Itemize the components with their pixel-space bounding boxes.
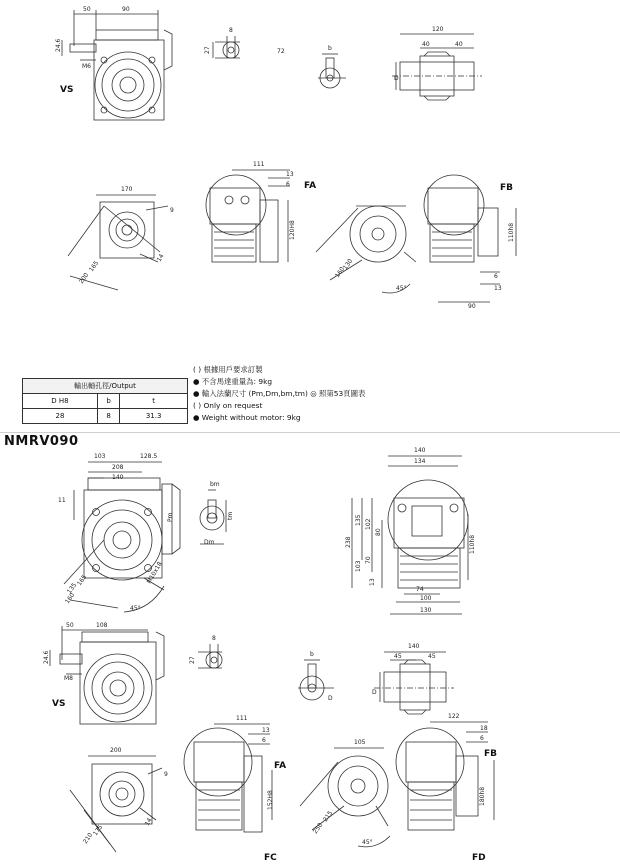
dim-main-140: 140 bbox=[112, 474, 124, 481]
label-fb-top: FB bbox=[500, 183, 514, 193]
dim-base-top-165: 165 bbox=[87, 259, 101, 274]
dim-fb-main-122: 122 bbox=[448, 713, 460, 720]
dim-fa-main-111: 111 bbox=[236, 715, 248, 722]
dim-hollow-top-d: D bbox=[394, 75, 399, 82]
dim-hollow-main-140: 140 bbox=[408, 643, 420, 650]
output-header-t: t bbox=[120, 394, 188, 409]
label-fa-top: FA bbox=[304, 181, 317, 191]
dim-fb-top-6: 6 bbox=[494, 273, 498, 280]
dim-vs-top-50: 50 bbox=[83, 6, 91, 13]
gearbox-vs-top bbox=[62, 10, 172, 120]
dim-fb-main-180h8: 180h8 bbox=[479, 786, 486, 806]
notes-block bbox=[193, 364, 365, 424]
dim-hollow-top-40b: 40 bbox=[455, 41, 463, 48]
dim-hollow-main-45a: 45 bbox=[394, 653, 402, 660]
dim-fa-main-6: 6 bbox=[262, 737, 266, 744]
dim-main-160: 160 bbox=[63, 591, 77, 606]
dim-front-140: 140 bbox=[414, 447, 426, 454]
output-table-title: 輸出軸孔徑/Output bbox=[23, 379, 188, 394]
rotated-view-top bbox=[316, 206, 416, 293]
dim-main-1285: 128.5 bbox=[140, 453, 158, 460]
dim-fc-250: 250 bbox=[311, 821, 325, 836]
fa-view-main bbox=[184, 724, 272, 832]
label-fc: FC bbox=[264, 853, 277, 863]
fb-view-top bbox=[424, 175, 516, 302]
gearbox-main-front bbox=[352, 456, 468, 614]
note-flange-zh: ● 輸入法蘭尺寸 (Pm,Dm,bm,tm) ◎ 照第53頁圖表 bbox=[193, 389, 366, 398]
dim-hollow-top-40a: 40 bbox=[422, 41, 430, 48]
dim-fb-top-110h8: 110h8 bbox=[508, 222, 515, 242]
dim-base-main-210: 210 bbox=[81, 831, 95, 846]
hollow-shaft-top bbox=[392, 34, 482, 100]
dim-note-72: 72 bbox=[277, 48, 285, 55]
dim-fa-top-111: 111 bbox=[253, 161, 265, 168]
section-divider bbox=[0, 432, 620, 433]
dim-fb-top-90: 90 bbox=[468, 303, 476, 310]
dim-fa-top-13: 13 bbox=[286, 171, 294, 178]
dim-front-135: 135 bbox=[355, 514, 362, 526]
dim-vs-top-m6: M6 bbox=[82, 63, 91, 70]
model-title: NMRV090 bbox=[4, 434, 79, 449]
dim-front-134: 134 bbox=[414, 458, 426, 465]
label-fb-main: FB bbox=[484, 749, 498, 759]
dim-hollow-main-d: D bbox=[372, 689, 377, 696]
gearbox-main-side bbox=[64, 462, 180, 612]
dim-main-135: 135 bbox=[65, 581, 79, 596]
dim-vs-main-50: 50 bbox=[66, 622, 74, 629]
dim-front-70: 70 bbox=[365, 556, 372, 564]
dim-vs-main-108: 108 bbox=[96, 622, 108, 629]
dim-main-103: 103 bbox=[94, 453, 106, 460]
dim-base-top-14: 14 bbox=[155, 252, 166, 263]
dim-vs-main-246: 24.6 bbox=[43, 650, 50, 664]
dim-shaft-main-d: D bbox=[328, 695, 333, 702]
flange-detail-main bbox=[200, 490, 226, 544]
dim-vs-top-246: 24.6 bbox=[55, 38, 62, 52]
dim-base-top-200: 200 bbox=[77, 271, 91, 286]
dim-front-102: 102 bbox=[365, 518, 372, 530]
output-value-dh8: 28 bbox=[23, 409, 98, 424]
fa-view-top bbox=[206, 170, 290, 262]
dim-front-100: 100 bbox=[420, 595, 432, 602]
label-vs-top: VS bbox=[60, 85, 74, 95]
dim-base-top-170: 170 bbox=[121, 186, 133, 193]
note-weight-zh: ● 不含馬達重量為: 9kg bbox=[193, 377, 273, 386]
output-value-t: 31.3 bbox=[120, 409, 188, 424]
dim-shaft-main-b: b bbox=[310, 651, 314, 658]
shaft-detail-top bbox=[318, 54, 346, 88]
label-vs-main: VS bbox=[52, 699, 66, 709]
dim-shaft-top-b: b bbox=[328, 45, 332, 52]
label-fd: FD bbox=[472, 853, 486, 863]
dim-flange-bm: bm bbox=[210, 481, 220, 488]
shaft-detail-main bbox=[298, 660, 334, 700]
dim-main-m10: M10x18 bbox=[145, 560, 164, 585]
output-header-dh8: D H8 bbox=[23, 394, 98, 409]
note-custom-zh: ( ) 根據用戶要求訂製 bbox=[193, 365, 263, 374]
output-value-b: 8 bbox=[97, 409, 119, 424]
dim-base-main-9: 9 bbox=[164, 771, 168, 778]
dim-fb-top-13: 13 bbox=[494, 285, 502, 292]
dim-front-103: 103 bbox=[355, 560, 362, 572]
dim-key-top-8: 8 bbox=[229, 27, 233, 34]
dim-flange-dm: Dm bbox=[204, 539, 215, 546]
dim-front-13: 13 bbox=[369, 578, 376, 586]
note-custom-en: ( ) Only on request bbox=[193, 401, 263, 410]
dim-main-pm: Pm bbox=[167, 512, 174, 522]
dim-base-top-9: 9 bbox=[170, 207, 174, 214]
dim-fb-main-18: 18 bbox=[480, 725, 488, 732]
hollow-shaft-main bbox=[374, 652, 454, 714]
dim-fc-105: 105 bbox=[354, 739, 366, 746]
key-detail-main bbox=[198, 644, 222, 668]
dim-front-74: 74 bbox=[416, 586, 424, 593]
dim-fb-main-6: 6 bbox=[480, 735, 484, 742]
output-bore-table bbox=[22, 378, 188, 424]
dim-main-165: 165 bbox=[75, 573, 89, 588]
dim-key-main-8: 8 bbox=[212, 635, 216, 642]
dim-front-130: 130 bbox=[420, 607, 432, 614]
dim-vs-main-m8: M8 bbox=[64, 675, 73, 682]
dim-fa-main-13: 13 bbox=[262, 727, 270, 734]
dim-base-main-200: 200 bbox=[110, 747, 122, 754]
dim-fa-main-152h8: 152H8 bbox=[267, 790, 274, 810]
dim-fc-45: 45° bbox=[362, 839, 373, 846]
dim-front-80: 80 bbox=[375, 528, 382, 536]
dim-fc-215: 215 bbox=[321, 809, 335, 824]
dim-main-45: 45° bbox=[130, 605, 141, 612]
note-weight-en: ● Weight without motor: 9kg bbox=[193, 413, 301, 422]
dim-front-110h8: 110h8 bbox=[469, 534, 476, 554]
dim-rot-top-45: 45° bbox=[396, 285, 407, 292]
output-header-b: b bbox=[97, 394, 119, 409]
dim-flange-tm: tm bbox=[227, 511, 234, 520]
dim-front-238: 238 bbox=[345, 536, 352, 548]
dim-key-main-27: 27 bbox=[189, 656, 196, 664]
dim-base-main-14: 14 bbox=[143, 816, 154, 827]
dim-fa-top-120h8: 120H8 bbox=[289, 220, 296, 240]
dim-main-11: 11 bbox=[58, 497, 66, 504]
dim-fa-top-6: 6 bbox=[286, 181, 290, 188]
dim-base-main-175: 175 bbox=[91, 823, 105, 838]
dim-hollow-top-120: 120 bbox=[432, 26, 444, 33]
label-fa-main: FA bbox=[274, 761, 287, 771]
dim-rot-top-130: 130 bbox=[341, 257, 355, 272]
dim-main-208: 208 bbox=[112, 464, 124, 471]
dim-hollow-main-45b: 45 bbox=[428, 653, 436, 660]
dim-vs-top-90: 90 bbox=[122, 6, 130, 13]
key-detail-top bbox=[213, 36, 240, 58]
dim-key-top-27: 27 bbox=[204, 46, 211, 54]
dim-rot-top-160: 160 bbox=[333, 265, 347, 280]
